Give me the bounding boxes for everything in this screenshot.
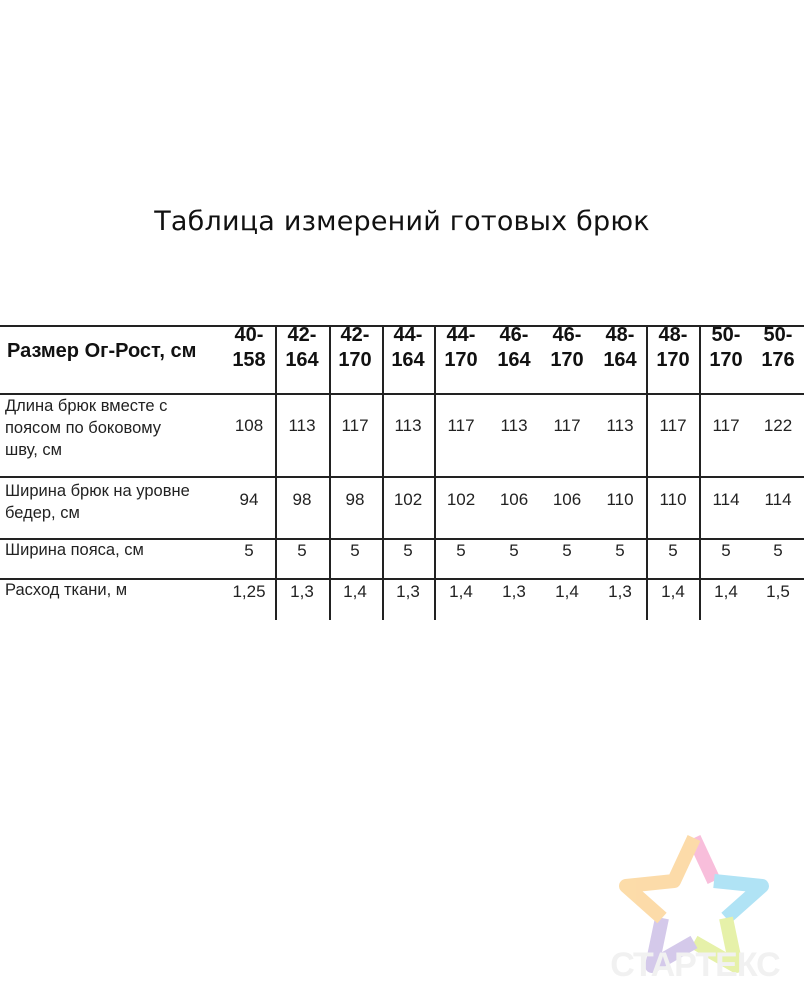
table-cell: 1,3 — [396, 582, 420, 601]
size-header — [646, 323, 700, 373]
table-cell: 5 — [350, 541, 360, 560]
size-header-line: 164 — [391, 349, 425, 371]
table-cell: 108 — [234, 416, 264, 435]
table-cell: 117 — [712, 416, 740, 435]
table-cell: 5 — [773, 541, 783, 560]
size-header-line: 44- — [393, 324, 423, 346]
table-cell: 117 — [341, 416, 369, 435]
size-header — [487, 323, 541, 373]
row-label-line: Ширина брюк на уровне — [5, 482, 190, 500]
table-cell: 1,3 — [502, 582, 526, 601]
size-header-line: 46- — [552, 324, 582, 346]
table-cell: 110 — [606, 490, 634, 509]
table-cell: 5 — [668, 541, 678, 560]
size-header-line: 170 — [709, 349, 743, 371]
table-cell: 114 — [712, 490, 740, 509]
size-header-line: 46- — [499, 324, 529, 346]
table-cell: 5 — [562, 541, 572, 560]
row-label-line: поясом по боковому — [5, 419, 162, 437]
table-cell: 5 — [297, 541, 307, 560]
table-cell: 102 — [393, 490, 423, 509]
size-header-line: 170 — [338, 349, 372, 371]
size-header — [434, 323, 488, 373]
size-header — [699, 323, 753, 373]
table-cell: 122 — [763, 416, 793, 435]
table-cell: 94 — [239, 490, 259, 509]
table-cell: 1,4 — [449, 582, 473, 601]
table-cell: 1,4 — [714, 582, 738, 601]
table-cell: 5 — [456, 541, 466, 560]
table-cell: 106 — [552, 490, 582, 509]
size-header-line: 44- — [446, 324, 476, 346]
row-label-line: Ширина пояса, см — [5, 541, 144, 559]
table-cell: 5 — [615, 541, 625, 560]
size-header — [540, 323, 594, 373]
page-title: Таблица измерений готовых брюк — [154, 206, 650, 237]
table-cell: 98 — [292, 490, 312, 509]
size-header-line: 48- — [605, 324, 635, 346]
table-cell: 5 — [509, 541, 519, 560]
size-header — [222, 323, 276, 373]
size-header-line: 164 — [497, 349, 531, 371]
table-cell: 113 — [288, 416, 316, 435]
table-cell: 110 — [659, 490, 687, 509]
size-header — [593, 323, 647, 373]
table-cell: 113 — [394, 416, 422, 435]
table-cell: 1,4 — [555, 582, 579, 601]
row-label-line: бедер, см — [5, 504, 80, 522]
table-cell: 102 — [446, 490, 476, 509]
table-cell: 1,4 — [343, 582, 367, 601]
table-cell: 117 — [659, 416, 687, 435]
row-label-line: Длина брюк вместе с — [5, 397, 168, 415]
table-cell: 1,3 — [608, 582, 632, 601]
table-cell: 1,3 — [290, 582, 314, 601]
table-cell: 106 — [499, 490, 529, 509]
size-header-line: 164 — [603, 349, 637, 371]
size-header — [381, 323, 435, 373]
size-header-line: 40- — [234, 324, 264, 346]
table-cell: 1,5 — [766, 582, 790, 601]
table-cell: 113 — [500, 416, 528, 435]
size-header-line: 42- — [340, 324, 370, 346]
table-cell: 5 — [244, 541, 254, 560]
table-cell: 117 — [447, 416, 475, 435]
size-header-line: 50- — [763, 324, 793, 346]
size-header-line: 158 — [232, 349, 266, 371]
table-cell: 98 — [345, 490, 365, 509]
table-cell: 114 — [764, 490, 792, 509]
table-cell: 113 — [606, 416, 634, 435]
size-header-line: 170 — [550, 349, 584, 371]
table-cell: 1,25 — [232, 582, 266, 601]
size-header-line: 42- — [287, 324, 317, 346]
table-cell: 5 — [403, 541, 413, 560]
table-cell: 1,4 — [661, 582, 685, 601]
watermark-text: СТАРТЕКС — [610, 946, 780, 984]
size-header-line: 170 — [444, 349, 478, 371]
table-cell: 117 — [553, 416, 581, 435]
row-label-line: Расход ткани, м — [5, 581, 128, 599]
size-header — [328, 323, 382, 373]
size-header — [275, 323, 329, 373]
table-cell: 5 — [721, 541, 731, 560]
table-row-divider — [0, 476, 804, 478]
size-header-line: 176 — [761, 349, 795, 371]
row-label-line: шву, см — [5, 441, 63, 459]
size-header-line: 164 — [285, 349, 319, 371]
size-header-line: 170 — [656, 349, 690, 371]
corner-header: Размер Ог-Рост, см — [7, 340, 197, 362]
size-header-line: 48- — [658, 324, 688, 346]
size-header-line: 50- — [711, 324, 741, 346]
size-header — [751, 323, 804, 373]
